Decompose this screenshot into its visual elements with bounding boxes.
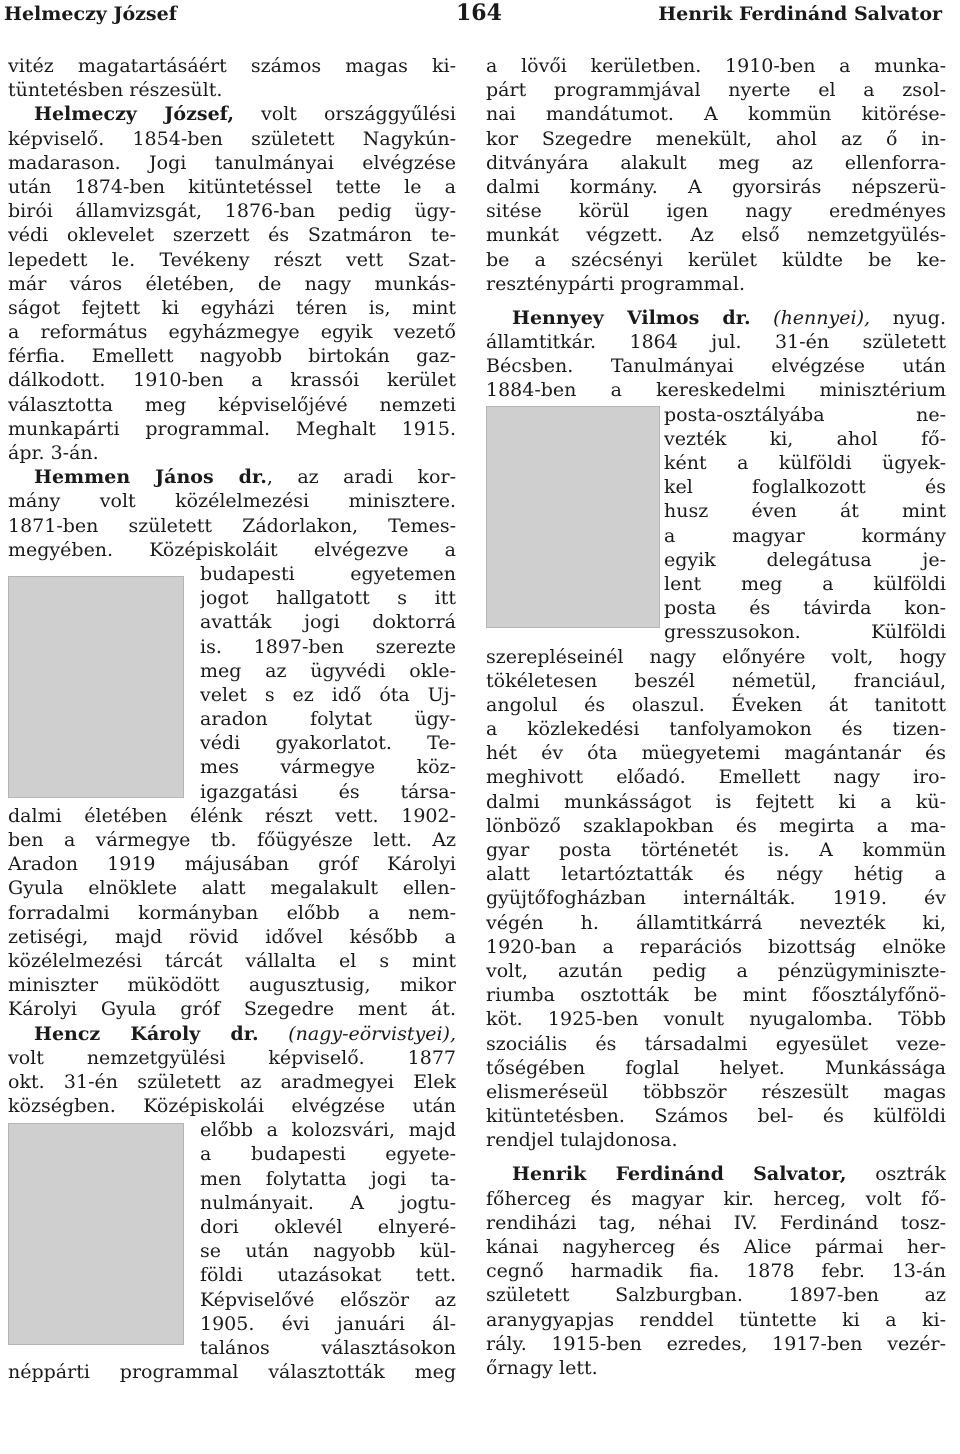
text-line: született Salzburgban. 1897-ben az bbox=[486, 1284, 946, 1307]
text-line: dori oklevél elnyeré- bbox=[200, 1216, 456, 1238]
text-line: rendjel tulajdonosa. bbox=[486, 1129, 678, 1152]
header-left-name: Helmeczy József bbox=[4, 3, 177, 25]
entry-headword: Helmeczy József, bbox=[34, 103, 235, 126]
text-line: községben. Középiskolái elvégzése után bbox=[8, 1095, 456, 1118]
text-line: államtitkár. 1864 jul. 31-én született bbox=[486, 331, 946, 354]
text-line: kitüntetésben. Számos bel- és külföldi bbox=[486, 1105, 946, 1128]
text-line: őrnagy lett. bbox=[486, 1356, 598, 1379]
text-line: dálkodott. 1910-ben a krassói kerület bbox=[8, 369, 456, 392]
entry-headword: Hencz Károly dr. bbox=[34, 1022, 259, 1045]
text-line: 1871-ben született Zádorlakon, Temes- bbox=[8, 514, 456, 537]
left-column bbox=[8, 54, 456, 1384]
text-line: talános választásokon bbox=[200, 1336, 456, 1359]
text-line: rály. 1915-ben ezredes, 1917-ben vezér- bbox=[486, 1332, 946, 1355]
line-segment: nyug. bbox=[870, 306, 946, 329]
text-line: gyar posta történetét is. A kommün bbox=[486, 839, 946, 861]
text-line: dalmi életében élénk részt vett. 1902- bbox=[8, 804, 456, 827]
text-line: cegnő harmadik fia. 1878 febr. 13-án bbox=[486, 1260, 946, 1283]
text-line: is. 1897-ben szerezte bbox=[200, 635, 456, 658]
text-line: aradon folytat ügy- bbox=[200, 708, 456, 731]
text-line: ságot fejtett ki egyházi téren is, mint bbox=[8, 296, 456, 319]
text-line: sitése körül igen nagy eredményes bbox=[486, 200, 946, 223]
text-line: szerepléseinél nagy előnyére volt, hogy bbox=[486, 645, 946, 668]
text-line: dalmi kormány. A gyorsirás népszerü- bbox=[486, 175, 946, 198]
text-line: 1905. évi januári ál- bbox=[200, 1312, 456, 1335]
text-line: nulmányait. A jogtu- bbox=[200, 1191, 456, 1214]
text-line: jogot hallgatott s itt bbox=[200, 587, 456, 610]
text-line bbox=[8, 465, 456, 489]
text-line: a református egyházmegye egyik vezető bbox=[8, 321, 456, 344]
text-line: végén h. államtitkárrá nevezték ki, bbox=[486, 911, 946, 934]
text-line: főherceg és magyar kir. herceg, volt fő- bbox=[486, 1187, 946, 1210]
text-line: védi oklevelet szerzett és Szatmáron te- bbox=[8, 224, 456, 247]
text-line: választotta meg képviselőjévé nemzeti bbox=[8, 393, 456, 416]
text-line: lent meg a külföldi bbox=[664, 572, 946, 595]
text-line: vezték ki, ahol fő- bbox=[664, 427, 946, 450]
text-line: velet s ez idő óta Uj- bbox=[200, 683, 456, 706]
text-line: forradalmi kormányban előbb a nem- bbox=[8, 901, 456, 924]
text-line: Képviselővé először az bbox=[200, 1288, 456, 1311]
running-header bbox=[0, 0, 960, 34]
text-line: mány volt közélelmezési minisztere. bbox=[8, 490, 456, 513]
text-line: párt programmjával nyerte el a zsol- bbox=[486, 79, 946, 102]
text-line: angolul és olaszul. Éveken át tanitott bbox=[486, 693, 946, 716]
text-line bbox=[486, 1162, 946, 1186]
text-line: ként a külföldi ügyek- bbox=[664, 452, 946, 474]
entry-epithet: (hennyei), bbox=[773, 306, 871, 329]
entry-epithet: (nagy-eörvistyei), bbox=[288, 1022, 456, 1045]
entry-headword: Henrik Ferdinánd Salvator, bbox=[512, 1163, 847, 1186]
text-line: munkát végzett. Az első nemzetgyülés- bbox=[486, 224, 946, 247]
text-line: hét év óta müegyetemi magántanár és bbox=[486, 742, 946, 765]
text-line: se után nagyobb kül- bbox=[200, 1240, 456, 1263]
text-line: volt nemzetgyülési képviselő. 1877 bbox=[8, 1046, 456, 1069]
text-line: miniszter müködött augusztusig, mikor bbox=[8, 974, 456, 997]
text-line: avatták jogi doktorrá bbox=[200, 611, 456, 634]
text-line: posta és távirda kon- bbox=[664, 597, 946, 620]
right-column bbox=[486, 54, 946, 1380]
text-line: dalmi munkásságot is fejtett ki a kü- bbox=[486, 790, 946, 813]
text-line: be a szécsényi kerület küldte be ke- bbox=[486, 248, 946, 271]
text-line: megyében. Középiskoláit elvégezve a bbox=[8, 538, 456, 561]
text-line: tökéletesen beszél németül, franciául, bbox=[486, 669, 946, 692]
text-line: közélelmezési tárcát vállalta el s mint bbox=[8, 949, 456, 972]
text-line: birói államvizsgát, 1876-ban pedig ügy- bbox=[8, 200, 456, 223]
text-line: tüntetésben részesült. bbox=[8, 79, 223, 102]
line-segment bbox=[751, 307, 774, 329]
text-line: Gyula elnöklete alatt megalakult ellen- bbox=[8, 877, 456, 900]
text-line: nai mandátumot. A kommün kitörése- bbox=[486, 103, 946, 126]
text-line: előbb a kolozsvári, majd bbox=[200, 1119, 456, 1142]
text-line: kor Szegedre menekült, ahol az ő in- bbox=[486, 127, 946, 150]
text-line: ben a vármegye tb. főügyésze lett. Az bbox=[8, 829, 456, 851]
text-line: tőségében foglal helyet. Munkássága bbox=[486, 1056, 946, 1079]
text-line: aranygyapjas renddel tüntette ki a ki- bbox=[486, 1308, 946, 1331]
text-line: gresszusokon. Külföldi bbox=[664, 621, 946, 644]
text-line: a budapesti egyete- bbox=[200, 1143, 456, 1166]
text-line: néppárti programmal választották meg bbox=[8, 1361, 456, 1384]
text-line: okt. 31-én született az aradmegyei Elek bbox=[8, 1070, 456, 1093]
text-line: a lövői kerületben. 1910-ben a munka- bbox=[486, 55, 946, 77]
text-line: után 1874-ben kitüntetéssel tette le a bbox=[8, 175, 456, 198]
text-line: volt, azután pedig a pénzügyminiszte- bbox=[486, 959, 946, 982]
text-line: ditványára alakult meg az ellenforra- bbox=[486, 151, 946, 174]
text-line: a magyar kormány bbox=[664, 524, 946, 547]
entry-headword: Hemmen János dr. bbox=[34, 466, 267, 489]
text-line: Károlyi Gyula gróf Szegedre ment át. bbox=[8, 998, 456, 1021]
text-line: lönböző szaklapokban és megirta a ma- bbox=[486, 814, 946, 837]
line-segment bbox=[259, 1023, 289, 1045]
entry-gap bbox=[486, 296, 946, 306]
text-line: férfia. Emellett nagyobb birtokán gaz- bbox=[8, 345, 456, 368]
text-line: szociális és társadalmi egyesület veze- bbox=[486, 1032, 946, 1055]
line-segment: , az aradi kor- bbox=[266, 466, 456, 489]
text-line: mes vármegye köz- bbox=[200, 756, 456, 779]
text-line: kánai nagyherceg és Alice pármai her- bbox=[486, 1236, 946, 1258]
page-number: 164 bbox=[456, 0, 502, 26]
text-line: Bécsben. Tanulmányai elvégzése után bbox=[486, 355, 946, 378]
text-line: alatt letartóztatták és négy hétig a bbox=[486, 863, 946, 886]
text-line: már város életében, de nagy munkás- bbox=[8, 272, 456, 295]
text-line: riumba osztották be mint főosztályfőnö- bbox=[486, 984, 946, 1007]
text-line: elismeréseül többször részesült magas bbox=[486, 1080, 946, 1103]
text-line: egyik delegátusa je- bbox=[664, 548, 946, 571]
line-segment: volt országgyűlési bbox=[234, 103, 456, 126]
text-line: gyüjtőfogházban internálták. 1919. év bbox=[486, 887, 946, 910]
text-line: Aradon 1919 májusában gróf Károlyi bbox=[8, 853, 456, 876]
text-line: védi gyakorlatot. Te- bbox=[200, 732, 456, 755]
line-segment: osztrák bbox=[846, 1163, 946, 1186]
text-line: husz éven át mint bbox=[664, 500, 946, 523]
text-line: vitéz magatartásáért számos magas ki- bbox=[8, 55, 456, 77]
text-line: 1920-ban a reparációs bizottság elnöke bbox=[486, 935, 946, 958]
text-line: zetiségi, majd rövid idővel később a bbox=[8, 925, 456, 948]
text-line: munkapárti programmal. Meghalt 1915. bbox=[8, 417, 456, 440]
text-line: 1884-ben a kereskedelmi minisztérium bbox=[486, 379, 946, 402]
text-line bbox=[8, 102, 456, 126]
text-line: rendiházi tag, néhai IV. Ferdinánd tosz- bbox=[486, 1211, 946, 1234]
text-line bbox=[8, 1022, 456, 1046]
text-line: ápr. 3-án. bbox=[8, 442, 99, 464]
text-line: földi utazásokat tett. bbox=[200, 1264, 456, 1287]
text-line: meg az ügyvédi okle- bbox=[200, 659, 456, 682]
text-line: képviselő. 1854-ben született Nagykún- bbox=[8, 127, 456, 150]
text-line: budapesti egyetemen bbox=[200, 562, 456, 585]
header-right-name: Henrik Ferdinánd Salvator bbox=[658, 3, 942, 25]
entry-headword: Hennyey Vilmos dr. bbox=[512, 306, 751, 329]
text-line bbox=[486, 306, 946, 330]
text-line: men folytatta jogi ta- bbox=[200, 1167, 456, 1190]
text-line: madarason. Jogi tanulmányai elvégzése bbox=[8, 151, 456, 174]
text-line: köt. 1925-ben vonult nyugalomba. Több bbox=[486, 1008, 946, 1031]
text-line: kel foglalkozott és bbox=[664, 476, 946, 499]
text-line: meghivott előadó. Emellett nagy iro- bbox=[486, 766, 946, 789]
text-line: igazgatási és társa- bbox=[200, 780, 456, 803]
text-line: posta-osztályába ne- bbox=[664, 403, 946, 426]
text-line: lepedett le. Tevékeny részt vett Szat- bbox=[8, 248, 456, 271]
entry-gap bbox=[486, 1152, 946, 1162]
text-line: a közlekedési tanfolyamokon és tizen- bbox=[486, 718, 946, 741]
text-line: reszténypárti programmal. bbox=[486, 272, 745, 295]
